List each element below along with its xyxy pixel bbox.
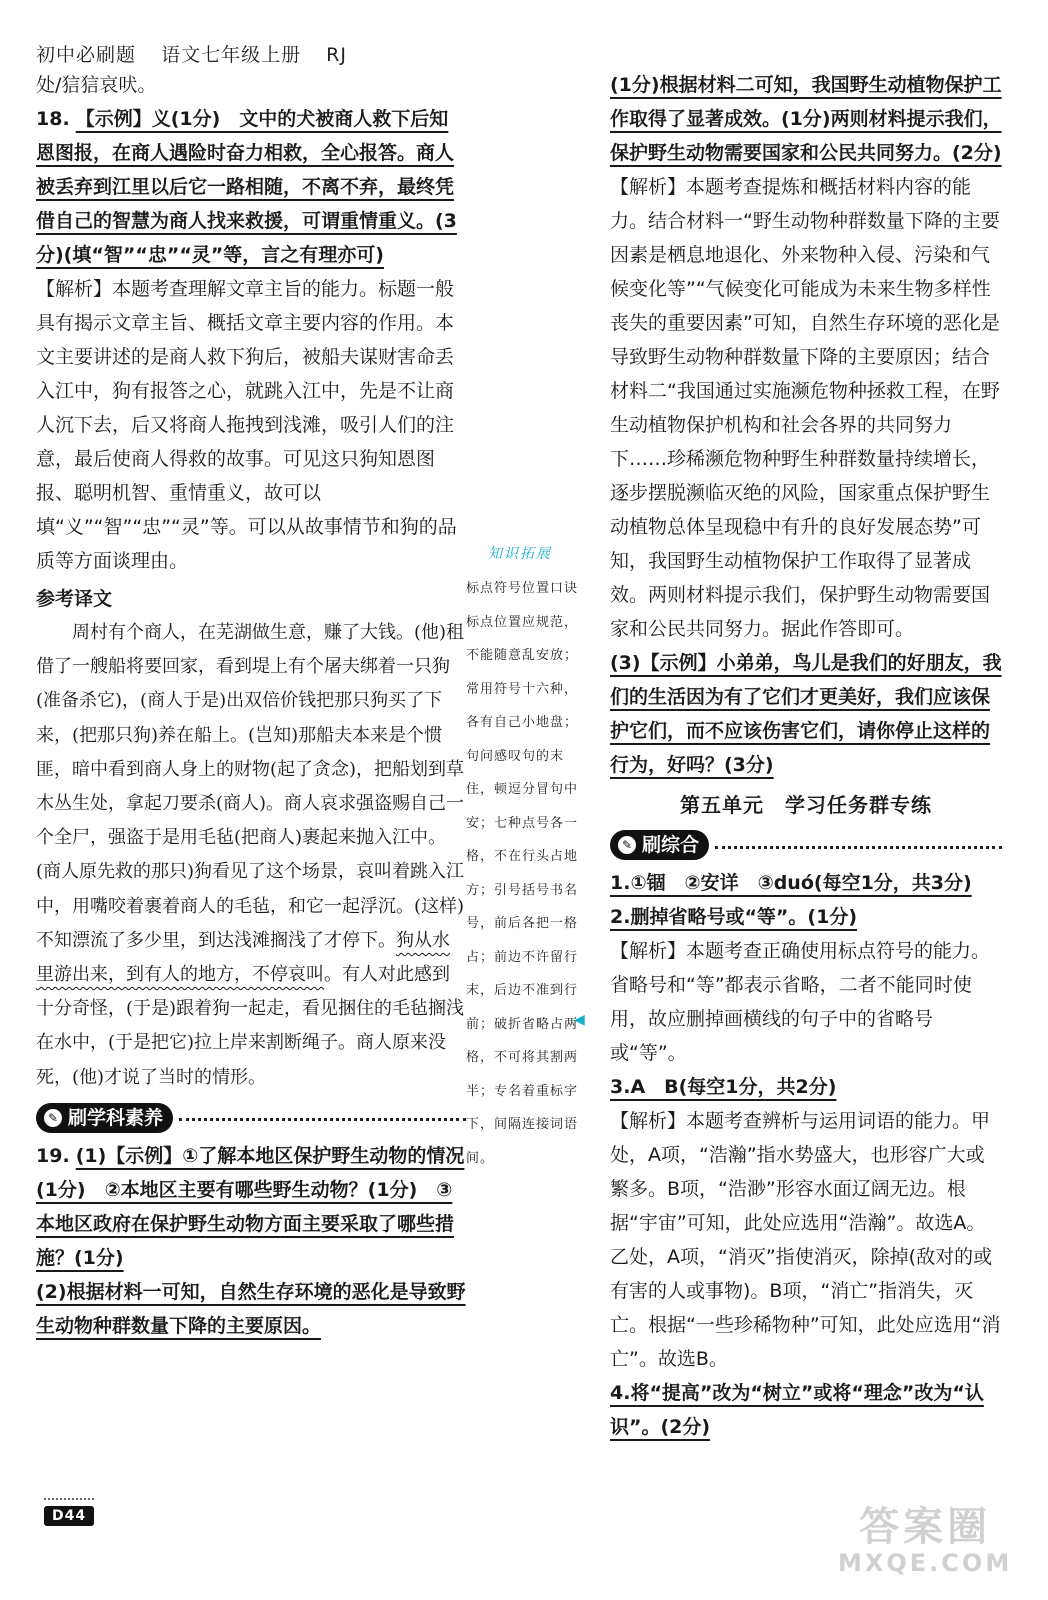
knowledge-expansion-title: 知识拓展 bbox=[488, 546, 552, 562]
comprehensive-banner bbox=[610, 828, 1002, 862]
q19-answer bbox=[36, 1139, 466, 1275]
q19-part2-continued: (1分)根据材料二可知，我国野生动植物保护工作取得了显著成效。(1分)两则材料提示我们，保护野生动物需要国家和公民共同努力。(2分) bbox=[610, 74, 1002, 164]
answer-3: 3.A B(每空1分，共2分) bbox=[610, 1076, 837, 1098]
q18-number: 18. bbox=[36, 108, 70, 130]
running-header bbox=[36, 40, 347, 67]
banner-badge-comprehensive bbox=[610, 830, 709, 860]
punctuation-mnemonic: 标点符号位置口诀 标点位置应规范，不能随意乱安放；常用符号十六种，各有自己小地盘；句问感叹句的末住，顿逗分冒句中安；七种点号各一格，不在行头占地方；引号括号书名号，前后各把一格占；前边不许留行末，后边不准到行前；破折省略占两格，不可将其割两半；专名着重标字下，间隔连接词语间。 bbox=[466, 581, 593, 1166]
answer-3-analysis: 【解析】本题考查辨析与运用词语的能力。甲处，A项，“浩瀚”指水势盛大，也形容广大或繁多。B项，“浩渺”形容水面辽阔无边。根据“宇宙”可知，此处应选用“浩瀚”。故选A。乙处，A项，“消灭”指使消灭，除掉(敌对的或有害的人或事物)。B项，“消亡”指消失，灭亡。根据“一些珍稀物种”可知，此处应选用“消亡”。故选B。 bbox=[610, 1110, 1001, 1370]
book-name: 初中必刷题 bbox=[36, 44, 137, 66]
translation-text-before: 周村有个商人，在芜湖做生意，赚了大钱。(他)租借了一艘船将要回家，看到堤上有个屠夫绑着一只狗(准备杀它)，(商人于是)出双倍价钱把那只狗买了下来，(把那只狗)养在船上。(岂知)那船夫本来是个惯匪，暗中看到商人身上的财物(起了贪念)，把船划到草木丛生处，拿起刀要杀(商人)。商人哀求强盗赐自己一个全尸，强盗于是用毛毡(把商人)裹起来抛入江中。(商人原先救的那只)狗看见了这个场景，哀叫着跳入江中，用嘴咬着裹着商人的毛毡，和它一起浮沉。(这样)不知漂流了多少里，到达浅滩搁浅了才停下。 bbox=[36, 622, 465, 951]
translation-wavy-sentence: 狗从水里游出来，到有人的地方，不停哀叫 bbox=[36, 929, 450, 986]
unit-title: 第五单元 学习任务群专练 bbox=[680, 793, 932, 817]
watermark-url: MXQE.COM bbox=[838, 1549, 1013, 1577]
answer-4: 4.将“提高”改为“树立”或将“理念”改为“认识”。(2分) bbox=[610, 1382, 984, 1438]
subject-name: 语文七年级上册 bbox=[161, 44, 302, 66]
q19-analysis: 【解析】本题考查提炼和概括材料内容的能力。结合材料一“野生动物种群数量下降的主要因素是栖息地退化、外来物种入侵、污染和气候变化等”“气候变化可能成为未来生物多样性丧失的重要因素”可知，自然生存环境的恶化是导致野生动物种群数量下降的主要原因；结合材料二“我国通过实施濒危物种拯救工程，在野生动植物保护机构和社会各界的共同努力下……珍稀濒危物种野生种群数量持续增长，逐步摆脱濒临灭绝的风险，国家重点保护野生动植物总体呈现稳中有升的良好发展态势”可知，我国野生动植物保护工作取得了显著成效。两则材料提示我们，保护野生动物需要国家和公民共同努力。据此作答即可。 bbox=[610, 176, 1000, 640]
page-number-rule bbox=[44, 1498, 94, 1504]
brush-icon: ✎ bbox=[618, 836, 636, 854]
q19-part1: (1)【示例】①了解本地区保护野生动物的情况(1分) ②本地区主要有哪些野生动物？(1分) ③本地区政府在保护野生动物方面主要采取了哪些措施？(1分) bbox=[36, 1144, 465, 1269]
q18-answer-text: 【示例】义(1分) 文中的犬被商人救下后知恩图报，在商人遇险时奋力相救，全心报答。商人被丢弃到江里以后它一路相随，不离不弃，最终凭借自己的智慧为商人找来救援，可谓重情重义。(3分)(填“智”“忠”“灵”等，言之有理亦可) bbox=[36, 108, 457, 266]
banner-dotted-rule bbox=[715, 846, 1002, 849]
left-column bbox=[36, 68, 466, 1343]
q18-answer bbox=[36, 102, 466, 272]
banner-label-comprehensive: 刷综合 bbox=[642, 834, 700, 856]
right-column bbox=[610, 68, 1002, 1444]
answer-1: 1.①锢 ②安详 ③duó(每空1分，共3分) bbox=[610, 872, 972, 894]
watermark-logo-text: 答案圈 bbox=[859, 1504, 992, 1550]
banner-label: 刷学科素养 bbox=[68, 1106, 164, 1129]
q18-analysis: 【解析】本题考查理解文章主旨的能力。标题一般具有揭示文章主旨、概括文章主要内容的作用。本文主要讲述的是商人救下狗后，被船夫谋财害命丢入江中，狗有报答之心，就跳入江中，先是不让商人沉下去，后又将商人拖拽到浅滩，吸引人们的注意，最后使商人得救的故事。可见这只狗知恩图报、聪明机智、重情重义，故可以填“义”“智”“忠”“灵”等。可以从故事情节和狗的品质等方面谈理由。 bbox=[36, 278, 457, 572]
banner-badge bbox=[36, 1103, 173, 1133]
answer-2: 2.删掉省略号或“等”。(1分) bbox=[610, 906, 858, 928]
watermark bbox=[838, 1505, 1012, 1577]
edition-label: RJ bbox=[326, 44, 347, 66]
page-number: D44 bbox=[44, 1506, 94, 1526]
subject-literacy-banner bbox=[36, 1101, 466, 1135]
q19-part2: (2)根据材料一可知，自然生存环境的恶化是导致野生动物种群数量下降的主要原因。 bbox=[36, 1280, 466, 1337]
q19-part3: (3)【示例】小弟弟，鸟儿是我们的好朋友，我们的生活因为有了它们才更美好，我们应该保护它们，而不应该伤害它们，请你停止这样的行为，好吗？(3分) bbox=[610, 652, 1002, 776]
translation-title: 参考译文 bbox=[36, 588, 113, 610]
banner-dotted-rule bbox=[179, 1118, 466, 1121]
pointer-arrow-icon: ◀ bbox=[574, 1012, 585, 1028]
translation-text-after: 。有人对此感到十分奇怪，(于是)跟着狗一起走，看见捆住的毛毡搁浅在水中，(于是把它)拉上岸来割断绳子。商人原来没死，(他)才说了当时的情形。 bbox=[36, 964, 465, 1088]
brush-icon: ✎ bbox=[44, 1109, 62, 1127]
answer-2-analysis: 【解析】本题考查正确使用标点符号的能力。省略号和“等”都表示省略，二者不能同时使用，故应删掉画横线的句子中的省略号或“等”。 bbox=[610, 940, 991, 1064]
q17-tail: 处/狺狺哀吠。 bbox=[36, 74, 157, 96]
translation-text bbox=[36, 616, 466, 1095]
q19-number: 19. bbox=[36, 1144, 70, 1167]
